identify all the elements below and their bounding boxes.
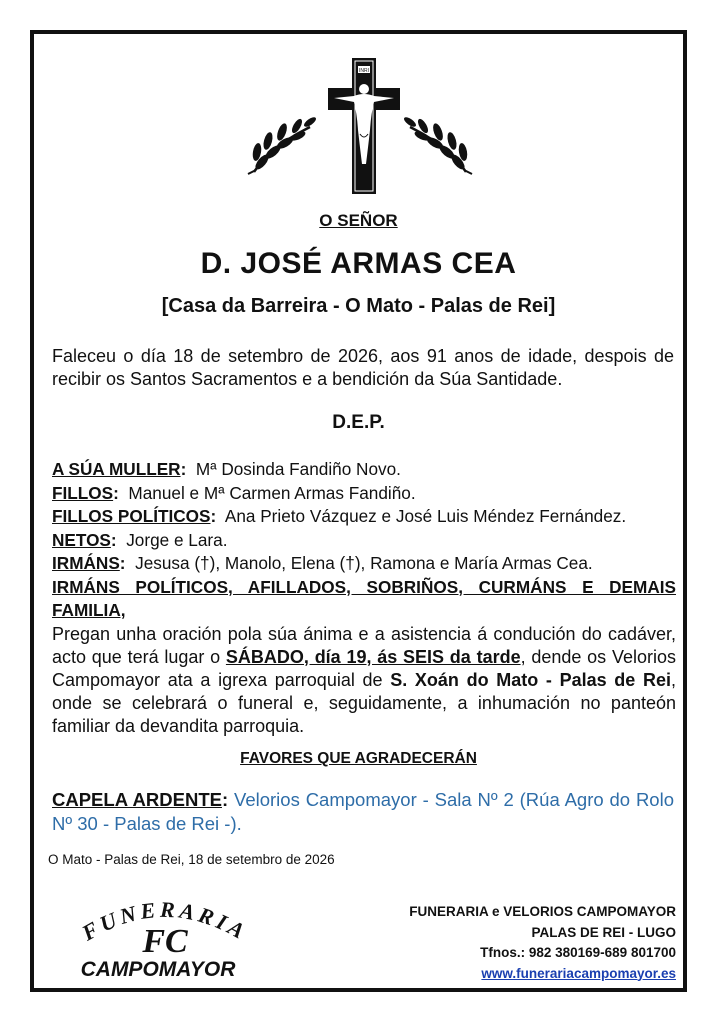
invitation-text: , dende os Velorios Campomayor ata a igrexa parroquial de	[52, 646, 676, 690]
church-name: S. Xoán do Mato - Palas de Rei	[390, 669, 671, 690]
death-announcement: Faleceu o día 18 de setembro de 2026, aos 91 anos de idade, despois de recibir os Santos Sacramentos e a bendición da Súa Santidade.	[52, 346, 674, 389]
family-label: A SÚA MULLER	[52, 459, 181, 479]
family-label: FILLOS	[52, 482, 114, 503]
deceased-address: [Casa da Barreira - O Mato - Palas de Rei]	[161, 295, 556, 317]
funeral-home-phones: Tfnos.: 982 380169-689 801700	[480, 945, 676, 960]
funeral-home-name: FUNERARIA e VELORIOS CAMPOMAYOR	[409, 904, 676, 919]
chapel-location: Velorios Campomayor - Sala Nº 2 (Rúa Agro do Rolo Nº 30 - Palas de Rei -).	[52, 789, 674, 834]
funeral-home-website-link[interactable]: www.funerariacampomayor.es	[481, 965, 676, 981]
family-names: Jorge e Lara.	[126, 529, 228, 550]
family-label: IRMÁNS	[52, 553, 120, 573]
rip-label: D.E.P.	[332, 412, 385, 433]
funeral-home-place: PALAS DE REI - LUGO	[531, 924, 676, 940]
family-label: NETOS	[52, 529, 111, 550]
cross-icon	[328, 58, 400, 194]
family-list	[52, 458, 676, 738]
thanks-note: FAVORES QUE AGRADECERÁN	[240, 750, 477, 767]
family-row-grandchildren: NETOS: Jorge e Lara.	[52, 529, 228, 550]
logo-name: CAMPOMAYOR	[80, 958, 236, 981]
crucifix-emblem	[240, 52, 480, 202]
funeral-home-contact	[409, 902, 676, 984]
family-names: Mª Dosinda Fandiño Novo.	[195, 459, 401, 479]
funeral-home-logo	[50, 890, 280, 982]
service-time: SÁBADO, día 19, ás SEIS da tarde	[225, 646, 521, 667]
invitation-text: Pregan unha oración pola súa ánima e a asistencia á condución do cadáver, acto que terá lugar o	[52, 623, 676, 667]
family-row-children-in-law: FILLOS POLÍTICOS: Ana Prieto Vázquez e José Luis Méndez Fernández.	[52, 506, 627, 526]
logo-arc-text: FUNERARIA	[77, 896, 253, 946]
family-row-wife: A SÚA MULLER: Mª Dosinda Fandiño Novo.	[52, 459, 401, 479]
family-names: Jesusa (†), Manolo, Elena (†), Ramona e María Armas Cea.	[135, 553, 593, 573]
laurel-left-icon	[248, 116, 317, 174]
place-date: O Mato - Palas de Rei, 18 de setembro de 2026	[48, 852, 335, 867]
chapel-info: CAPELA ARDENTE: Velorios Campomayor - Sala Nº 2 (Rúa Agro do Rolo Nº 30 - Palas de Rei -).	[52, 789, 674, 834]
other-relatives-label: IRMÁNS POLÍTICOS, AFILLADOS, SOBRIÑOS, CURMÁNS E DEMAIS FAMILIA,	[52, 576, 676, 620]
family-label: FILLOS POLÍTICOS	[52, 506, 211, 526]
family-names: Manuel e Mª Carmen Armas Fandiño.	[128, 482, 416, 503]
family-row-siblings: IRMÁNS: Jesusa (†), Manolo, Elena (†), Ramona e María Armas Cea.	[52, 553, 593, 573]
chapel-label: CAPELA ARDENTE	[52, 789, 222, 810]
svg-text:INRI: INRI	[359, 68, 369, 74]
funeral-invitation	[52, 623, 676, 738]
family-row-children: FILLOS: Manuel e Mª Carmen Armas Fandiño.	[52, 482, 416, 503]
deceased-name: D. JOSÉ ARMAS CEA	[200, 247, 517, 280]
title-honorific: O SEÑOR	[319, 211, 398, 230]
laurel-right-icon	[403, 116, 472, 174]
invitation-text: , onde se celebrará o funeral e, seguidamente, a inhumación no panteón familiar da devandita parroquia.	[52, 669, 677, 736]
logo-monogram: FC	[142, 923, 188, 960]
family-names: Ana Prieto Vázquez e José Luis Méndez Fernández.	[224, 506, 627, 526]
